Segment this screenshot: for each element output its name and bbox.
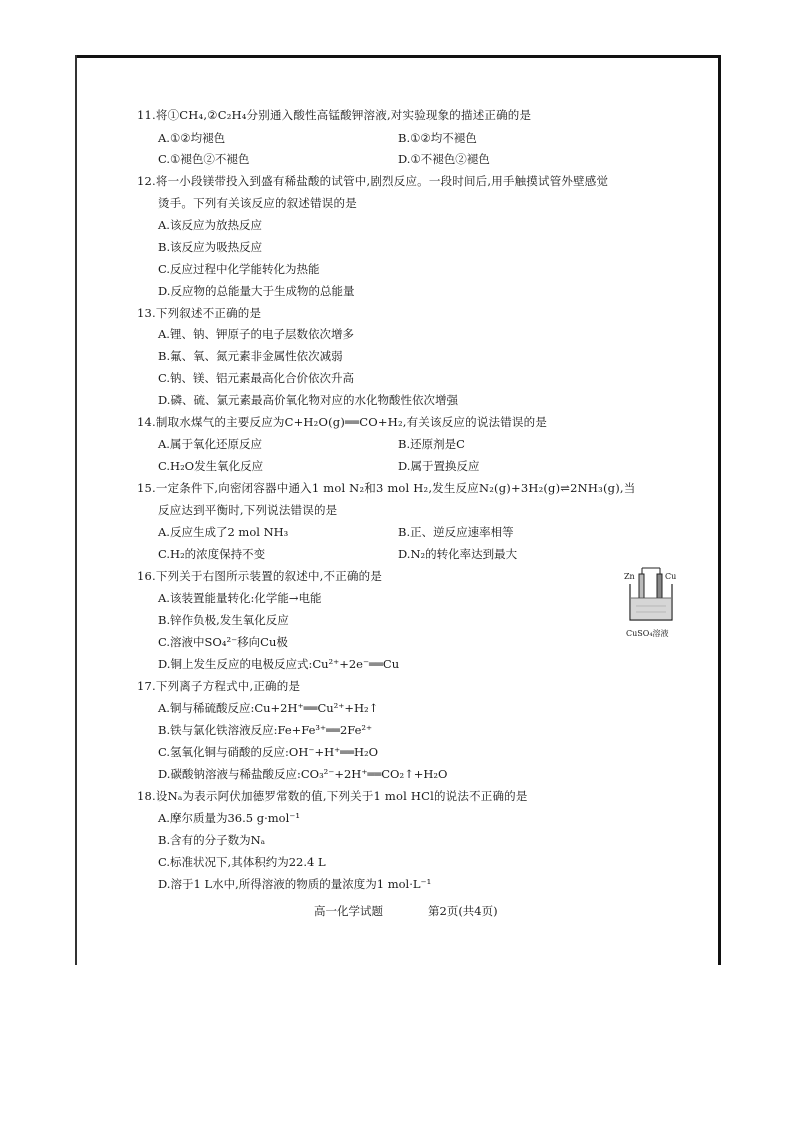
galvanic-cell-figure bbox=[624, 566, 680, 640]
q12-stem-line2: 烫手。下列有关该反应的叙述错误的是 bbox=[158, 196, 357, 210]
q14-option-b: B.还原剂是C bbox=[398, 437, 465, 451]
q18-stem: 18.设Nₐ为表示阿伏加德罗常数的值,下列关于1 mol HCl的说法不正确的是 bbox=[137, 789, 528, 803]
q11-option-c: C.①褪色②不褪色 bbox=[158, 152, 250, 166]
q11-option-a: A.①②均褪色 bbox=[158, 131, 226, 145]
cuso4-solution-label: CuSO₄溶液 bbox=[626, 629, 669, 638]
cu-electrode-label: Cu bbox=[665, 572, 677, 581]
q17-option-d: D.碳酸钠溶液与稀盐酸反应:CO₃²⁻+2H⁺══CO₂↑+H₂O bbox=[158, 767, 448, 781]
q12-option-b: B.该反应为吸热反应 bbox=[158, 240, 263, 254]
q12-option-c: C.反应过程中化学能转化为热能 bbox=[158, 262, 320, 276]
q18-option-a: A.摩尔质量为36.5 g·mol⁻¹ bbox=[158, 811, 300, 825]
q18-option-d: D.溶于1 L水中,所得溶液的物质的量浓度为1 mol·L⁻¹ bbox=[158, 877, 432, 891]
q15-option-d: D.N₂的转化率达到最大 bbox=[398, 547, 518, 561]
footer-subject: 高一化学试题 bbox=[314, 904, 383, 918]
page-top-border bbox=[76, 55, 721, 58]
q14-option-d: D.属于置换反应 bbox=[398, 459, 480, 473]
page-right-border bbox=[718, 55, 721, 965]
q15-stem-line1: 15.一定条件下,向密闭容器中通入1 mol N₂和3 mol H₂,发生反应N₂(g)+3H₂(g)⇌2NH₃(g),当 bbox=[137, 481, 636, 495]
q13-option-c: C.钠、镁、铝元素最高化合价依次升高 bbox=[158, 371, 355, 385]
q15-option-c: C.H₂的浓度保持不变 bbox=[158, 547, 266, 561]
q11-stem: 11.将①CH₄,②C₂H₄分别通入酸性高锰酸钾溶液,对实验现象的描述正确的是 bbox=[137, 108, 532, 122]
q16-stem: 16.下列关于右图所示装置的叙述中,不正确的是 bbox=[137, 569, 383, 583]
zn-electrode-label: Zn bbox=[624, 572, 635, 581]
q13-option-d: D.磷、硫、氯元素最高价氧化物对应的水化物酸性依次增强 bbox=[158, 393, 458, 407]
q14-stem: 14.制取水煤气的主要反应为C+H₂O(g)══CO+H₂,有关该反应的说法错误的是 bbox=[137, 415, 548, 429]
q16-option-b: B.锌作负极,发生氧化反应 bbox=[158, 613, 289, 627]
q11-option-d: D.①不褪色②褪色 bbox=[398, 152, 490, 166]
q15-option-b: B.正、逆反应速率相等 bbox=[398, 525, 514, 539]
q11-option-b: B.①②均不褪色 bbox=[398, 131, 477, 145]
q14-option-a: A.属于氧化还原反应 bbox=[158, 437, 262, 451]
q14-option-c: C.H₂O发生氧化反应 bbox=[158, 459, 264, 473]
q12-option-d: D.反应物的总能量大于生成物的总能量 bbox=[158, 284, 355, 298]
q13-option-a: A.锂、钠、钾原子的电子层数依次增多 bbox=[158, 327, 354, 341]
q16-option-a: A.该装置能量转化:化学能→电能 bbox=[158, 591, 322, 605]
q17-stem: 17.下列离子方程式中,正确的是 bbox=[137, 679, 301, 693]
q18-option-c: C.标准状况下,其体积约为22.4 L bbox=[158, 855, 326, 869]
q15-stem-line2: 反应达到平衡时,下列说法错误的是 bbox=[158, 503, 338, 517]
q16-option-d: D.铜上发生反应的电极反应式:Cu²⁺+2e⁻══Cu bbox=[158, 657, 400, 671]
q13-stem: 13.下列叙述不正确的是 bbox=[137, 306, 262, 320]
beaker-diagram bbox=[624, 566, 680, 626]
page-left-border bbox=[75, 55, 77, 965]
footer-page-number: 第2页(共4页) bbox=[428, 904, 498, 918]
q12-stem-line1: 12.将一小段镁带投入到盛有稀盐酸的试管中,剧烈反应。一段时间后,用手触摸试管外壁感觉 bbox=[137, 174, 609, 188]
q18-option-b: B.含有的分子数为Nₐ bbox=[158, 833, 266, 847]
q17-option-b: B.铁与氯化铁溶液反应:Fe+Fe³⁺══2Fe²⁺ bbox=[158, 723, 373, 737]
q17-option-c: C.氢氧化铜与硝酸的反应:OH⁻+H⁺══H₂O bbox=[158, 745, 379, 759]
q13-option-b: B.氟、氧、氮元素非金属性依次减弱 bbox=[158, 349, 343, 363]
q16-option-c: C.溶液中SO₄²⁻移向Cu极 bbox=[158, 635, 288, 649]
q12-option-a: A.该反应为放热反应 bbox=[158, 218, 262, 232]
q17-option-a: A.铜与稀硫酸反应:Cu+2H⁺══Cu²⁺+H₂↑ bbox=[158, 701, 379, 715]
q15-option-a: A.反应生成了2 mol NH₃ bbox=[158, 525, 289, 539]
